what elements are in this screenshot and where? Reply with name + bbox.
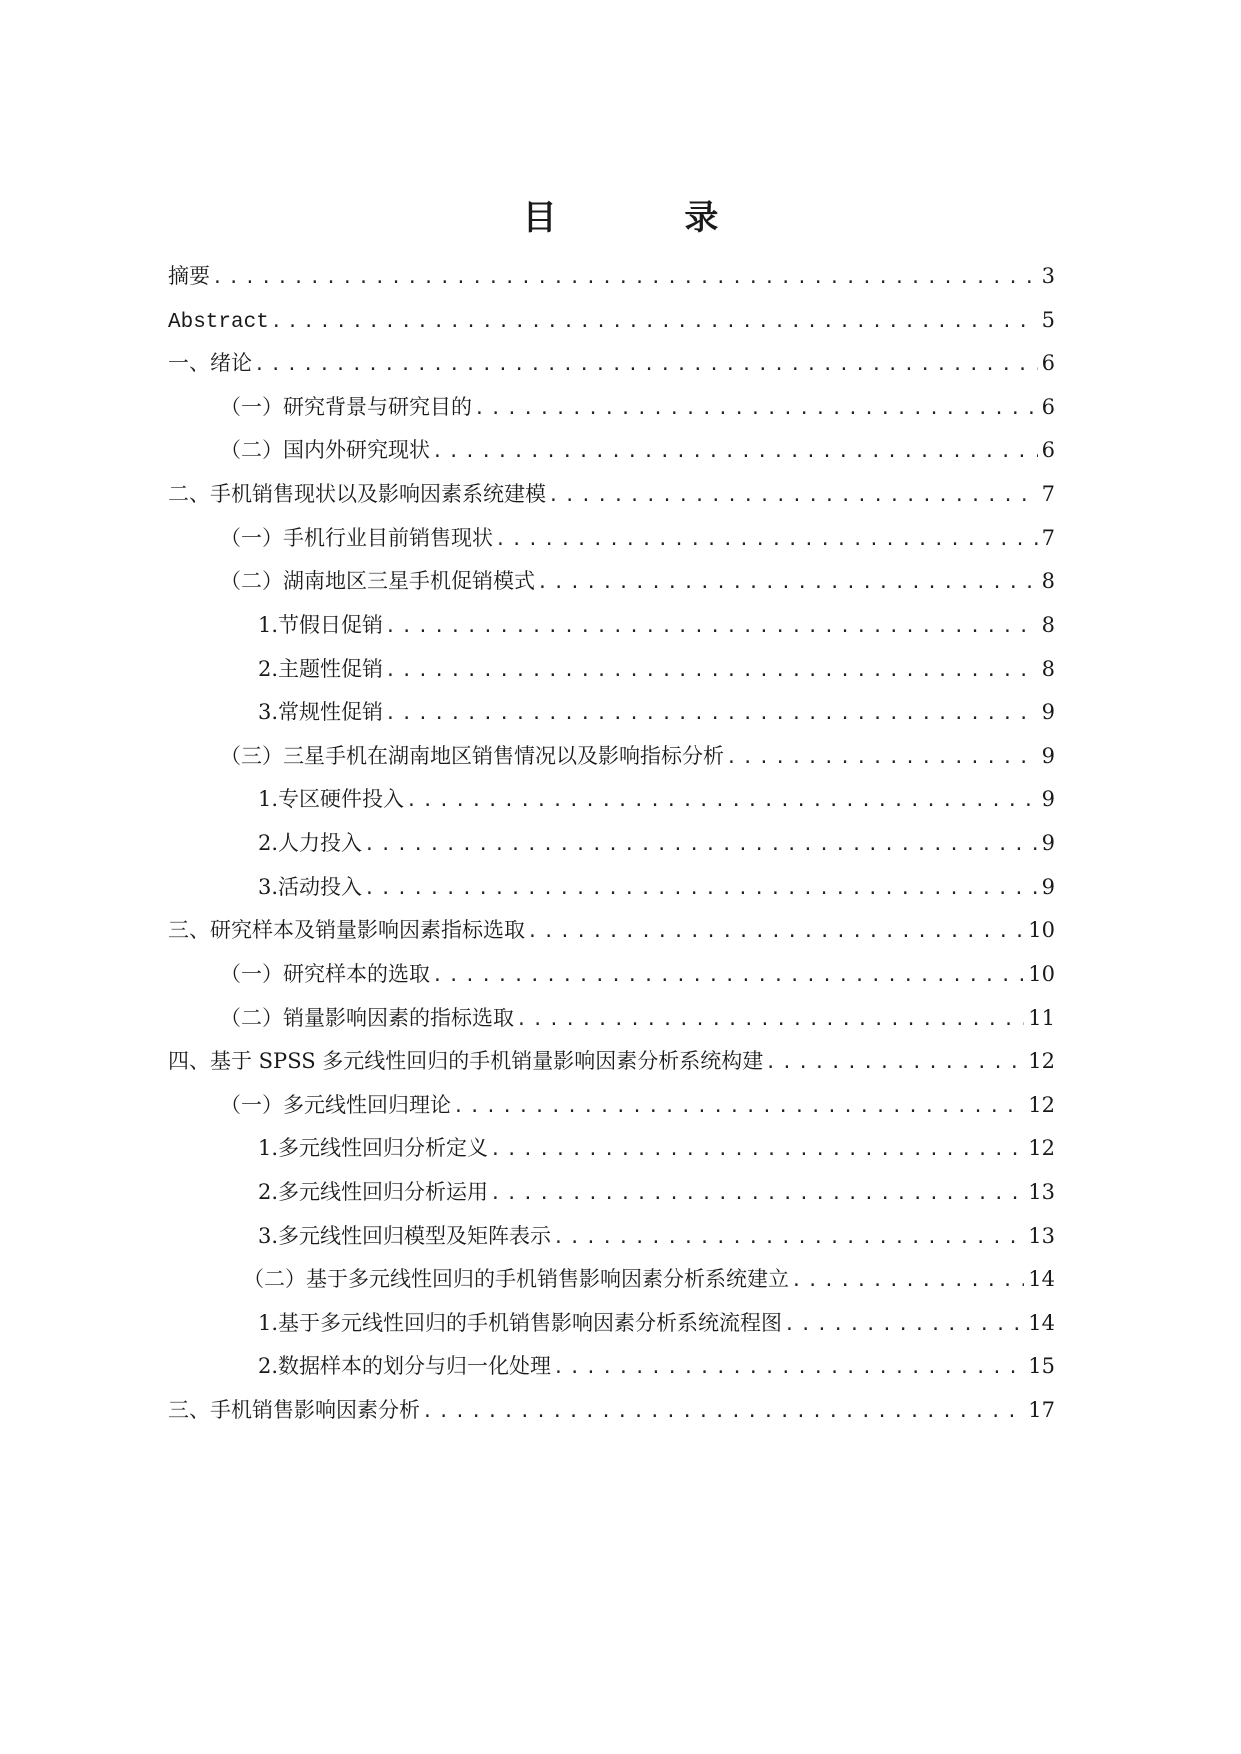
toc-leader-dots bbox=[385, 612, 1038, 642]
toc-entry-number: 2. bbox=[258, 1354, 279, 1378]
toc-entry-number: （二） bbox=[243, 1267, 306, 1291]
toc-entry-number: （一） bbox=[220, 526, 283, 550]
toc-leader-dots bbox=[474, 394, 1038, 424]
toc-entry-label: 要 bbox=[189, 264, 210, 288]
toc-entry-page: 12 bbox=[1028, 1093, 1055, 1117]
toc-entry-section-2-1[interactable] bbox=[220, 523, 1055, 553]
toc-entry-page: 5 bbox=[1041, 308, 1055, 332]
toc-entry-number: 二、 bbox=[168, 482, 210, 506]
toc-entry-label: 人力投入 bbox=[278, 831, 363, 855]
toc-entry-number: （一） bbox=[220, 1093, 283, 1117]
toc-leader-dots bbox=[553, 1353, 1024, 1383]
toc-entry-page: 12 bbox=[1028, 1049, 1055, 1073]
toc-entry-label: 湖南地区三星手机促销模式 bbox=[283, 569, 535, 593]
toc-entry-abstract-cn[interactable] bbox=[168, 261, 1055, 291]
toc-entry-label: 节假日促销 bbox=[278, 613, 384, 637]
toc-entry-item-4-2-1[interactable] bbox=[258, 1308, 1055, 1338]
toc-entry-number: 1. bbox=[258, 787, 279, 811]
toc-entry-item-2-3-1[interactable] bbox=[258, 784, 1055, 814]
toc-entry-number: 2. bbox=[258, 1180, 279, 1204]
toc-entry-label: 基于多元线性回归的手机销售影响因素分析系统流程图 bbox=[278, 1311, 783, 1335]
toc-leader-dots bbox=[537, 568, 1038, 598]
toc-entry-label: 主题性促销 bbox=[278, 657, 384, 681]
toc-entry-label: 多元线性回归理论 bbox=[283, 1093, 451, 1117]
toc-entry-page: 7 bbox=[1041, 526, 1055, 550]
toc-entry-item-4-1-2[interactable] bbox=[258, 1177, 1055, 1207]
toc-leader-dots bbox=[784, 1310, 1024, 1340]
toc-entry-label: 专区硬件投入 bbox=[278, 787, 405, 811]
toc-entry-page: 13 bbox=[1028, 1180, 1055, 1204]
toc-entry-section-4-2[interactable] bbox=[243, 1264, 1055, 1294]
toc-entry-label: 研究背景与研究目的 bbox=[283, 395, 472, 419]
toc-leader-dots bbox=[385, 656, 1038, 686]
toc-entry-label: 三星手机在湖南地区销售情况以及影响指标分析 bbox=[283, 744, 724, 768]
toc-entry-label: 手机销售现状以及影响因素系统建模 bbox=[210, 482, 546, 506]
toc-leader-dots bbox=[364, 874, 1038, 904]
toc-leader-dots bbox=[432, 961, 1024, 991]
toc-entry-section-2-3[interactable] bbox=[220, 741, 1055, 771]
toc-entry-page: 3 bbox=[1041, 264, 1055, 288]
toc-entry-label: 多元线性回归分析运用 bbox=[278, 1180, 489, 1204]
toc-entry-page: 9 bbox=[1041, 787, 1055, 811]
toc-entry-label: Abstract bbox=[168, 311, 269, 334]
toc-entry-chapter-1[interactable] bbox=[168, 348, 1055, 378]
toc-entry-number: 摘 bbox=[168, 264, 189, 288]
toc-entry-page: 6 bbox=[1041, 438, 1055, 462]
toc-entry-label: 数据样本的划分与归一化处理 bbox=[278, 1354, 552, 1378]
toc-entry-abstract-en[interactable] bbox=[168, 305, 1055, 335]
toc-entry-label: 研究样本的选取 bbox=[283, 962, 430, 986]
toc-entry-page: 9 bbox=[1041, 831, 1055, 855]
toc-entry-label: 绪论 bbox=[210, 351, 252, 375]
toc-entry-label: 多元线性回归分析定义 bbox=[278, 1136, 489, 1160]
toc-entry-number: （二） bbox=[220, 1006, 283, 1030]
toc-entry-number: （一） bbox=[220, 395, 283, 419]
toc-entry-section-3-1[interactable] bbox=[220, 959, 1055, 989]
toc-leader-dots bbox=[490, 1179, 1024, 1209]
toc-entry-label: 基于 SPSS 多元线性回归的手机销量影响因素分析系统构建 bbox=[210, 1049, 764, 1073]
toc-entry-chapter-3[interactable] bbox=[168, 915, 1055, 945]
toc-entry-page: 6 bbox=[1041, 395, 1055, 419]
toc-entry-number: 四、 bbox=[168, 1049, 210, 1073]
toc-entry-item-2-2-1[interactable] bbox=[258, 610, 1055, 640]
toc-entry-label: 多元线性回归模型及矩阵表示 bbox=[278, 1224, 552, 1248]
toc-entry-page: 14 bbox=[1028, 1267, 1055, 1291]
toc-entry-page: 9 bbox=[1041, 875, 1055, 899]
toc-entry-number: （二） bbox=[220, 438, 283, 462]
toc-leader-dots bbox=[765, 1048, 1024, 1078]
toc-leader-dots bbox=[516, 1005, 1024, 1035]
toc-leader-dots bbox=[495, 525, 1038, 555]
toc-entry-number: 3. bbox=[258, 1224, 279, 1248]
toc-leader-dots bbox=[422, 1397, 1024, 1427]
toc-entry-item-2-2-3[interactable] bbox=[258, 697, 1055, 727]
toc-entry-number: 2. bbox=[258, 657, 279, 681]
toc-leader-dots bbox=[453, 1092, 1024, 1122]
toc-entry-label: 基于多元线性回归的手机销售影响因素分析系统建立 bbox=[306, 1267, 789, 1291]
toc-entry-page: 10 bbox=[1028, 918, 1055, 942]
toc-leader-dots bbox=[406, 786, 1038, 816]
toc-entry-page: 10 bbox=[1028, 962, 1055, 986]
toc-entry-section-1-2[interactable] bbox=[220, 435, 1055, 465]
toc-leader-dots bbox=[548, 481, 1038, 511]
page-title: 目 录 bbox=[522, 198, 777, 238]
toc-entry-page: 14 bbox=[1028, 1311, 1055, 1335]
toc-entry-page: 12 bbox=[1028, 1136, 1055, 1160]
toc-entry-number: 1. bbox=[258, 613, 279, 637]
toc-entry-number: 一、 bbox=[168, 351, 210, 375]
toc-entry-number: 三、 bbox=[168, 1398, 210, 1422]
toc-entry-page: 9 bbox=[1041, 700, 1055, 724]
toc-leader-dots bbox=[490, 1135, 1024, 1165]
toc-leader-dots bbox=[726, 743, 1038, 773]
toc-entry-label: 手机行业目前销售现状 bbox=[283, 526, 493, 550]
toc-entry-item-2-3-3[interactable] bbox=[258, 872, 1055, 902]
toc-entry-page: 8 bbox=[1041, 613, 1055, 637]
toc-entry-number: 三、 bbox=[168, 918, 210, 942]
toc-entry-label: 活动投入 bbox=[278, 875, 363, 899]
toc-leader-dots bbox=[271, 307, 1038, 337]
toc-entry-item-2-3-2[interactable] bbox=[258, 828, 1055, 858]
toc-entry-label: 常规性促销 bbox=[278, 700, 384, 724]
toc-entry-label: 研究样本及销量影响因素指标选取 bbox=[210, 918, 525, 942]
toc-entry-item-4-1-1[interactable] bbox=[258, 1133, 1055, 1163]
toc-entry-label: 国内外研究现状 bbox=[283, 438, 430, 462]
toc-leader-dots bbox=[791, 1266, 1024, 1296]
toc-entry-chapter-2[interactable] bbox=[168, 479, 1055, 509]
toc-leader-dots bbox=[385, 699, 1038, 729]
toc-entry-item-4-1-3[interactable] bbox=[258, 1221, 1055, 1251]
toc-entry-number: 1. bbox=[258, 1136, 279, 1160]
toc-entry-page: 6 bbox=[1041, 351, 1055, 375]
toc-leader-dots bbox=[254, 350, 1038, 380]
toc-entry-page: 7 bbox=[1041, 482, 1055, 506]
toc-entry-number: （三） bbox=[220, 744, 283, 768]
toc-entry-item-4-2-2[interactable] bbox=[258, 1351, 1055, 1381]
toc-entry-section-4-1[interactable] bbox=[220, 1090, 1055, 1120]
toc-entry-label: 手机销售影响因素分析 bbox=[210, 1398, 420, 1422]
toc-entry-section-2-2[interactable] bbox=[220, 566, 1055, 596]
toc-entry-number: （二） bbox=[220, 569, 283, 593]
toc-leader-dots bbox=[553, 1223, 1024, 1253]
toc-entry-chapter-3b[interactable] bbox=[168, 1395, 1055, 1425]
toc-entry-label: 销量影响因素的指标选取 bbox=[283, 1006, 514, 1030]
toc-entry-page: 15 bbox=[1028, 1354, 1055, 1378]
toc-leader-dots bbox=[527, 917, 1024, 947]
toc-entry-number: 2. bbox=[258, 831, 279, 855]
toc-entry-number: 1. bbox=[258, 1311, 279, 1335]
toc-leader-dots bbox=[212, 263, 1038, 293]
toc-entry-section-1-1[interactable] bbox=[220, 392, 1055, 422]
toc-entry-page: 9 bbox=[1041, 744, 1055, 768]
toc-leader-dots bbox=[432, 437, 1038, 467]
toc-entry-page: 13 bbox=[1028, 1224, 1055, 1248]
toc-entry-section-3-2[interactable] bbox=[220, 1003, 1055, 1033]
toc-entry-number: 3. bbox=[258, 700, 279, 724]
toc-entry-number: 3. bbox=[258, 875, 279, 899]
toc-entry-page: 8 bbox=[1041, 569, 1055, 593]
toc-entry-page: 8 bbox=[1041, 657, 1055, 681]
toc-entry-page: 11 bbox=[1028, 1006, 1055, 1030]
toc-entry-page: 17 bbox=[1028, 1398, 1055, 1422]
toc-entry-number: （一） bbox=[220, 962, 283, 986]
toc-leader-dots bbox=[364, 830, 1038, 860]
toc-entry-chapter-4[interactable] bbox=[168, 1046, 1055, 1076]
toc-entry-item-2-2-2[interactable] bbox=[258, 654, 1055, 684]
